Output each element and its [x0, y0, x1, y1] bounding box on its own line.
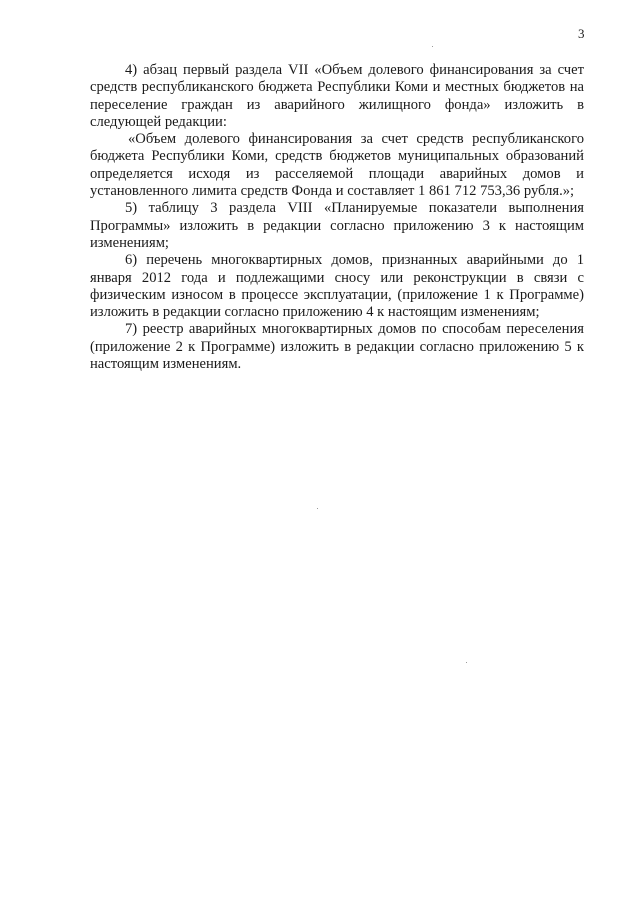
paragraph-item-5: 5) таблицу 3 раздела VIII «Планируемые показатели выполнения Программы» изложить в редакции согласно приложению 3 к настоящим изменениям; — [90, 200, 584, 251]
paragraph-quote-funding: «Объем долевого финансирования за счет средств республиканского бюджета Республики Коми, средств бюджетов муниципальных образований определяется исходя из расселяемой площади аварийных домов и установленного лимита средств Фонда и составляет 1 861 712 753,36 рубля.»; — [90, 131, 584, 200]
paragraph-item-7: 7) реестр аварийных многоквартирных домов по способам переселения (приложение 2 к Программе) изложить в редакции согласно приложению 5 к настоящим изменениям. — [90, 321, 584, 373]
paragraph-item-4: 4) абзац первый раздела VII «Объем долевого финансирования за счет средств республиканского бюджета Республики Коми и местных бюджетов на переселение граждан из аварийного жилищного фонда» изложить в следующей редакции: — [90, 62, 584, 130]
scan-speck — [432, 46, 433, 47]
scan-speck — [466, 662, 467, 663]
scan-speck — [317, 508, 318, 509]
paragraph-item-6: 6) перечень многоквартирных домов, признанных аварийными до 1 января 2012 года и подлежащими сносу или реконструкции в связи с физическим износом в процессе эксплуатации, (приложение 1 к Программе) изложить в редакции согласно приложению 4 к настоящим изменениям; — [90, 252, 584, 321]
document-body — [90, 62, 584, 373]
page-number: 3 — [578, 26, 585, 41]
